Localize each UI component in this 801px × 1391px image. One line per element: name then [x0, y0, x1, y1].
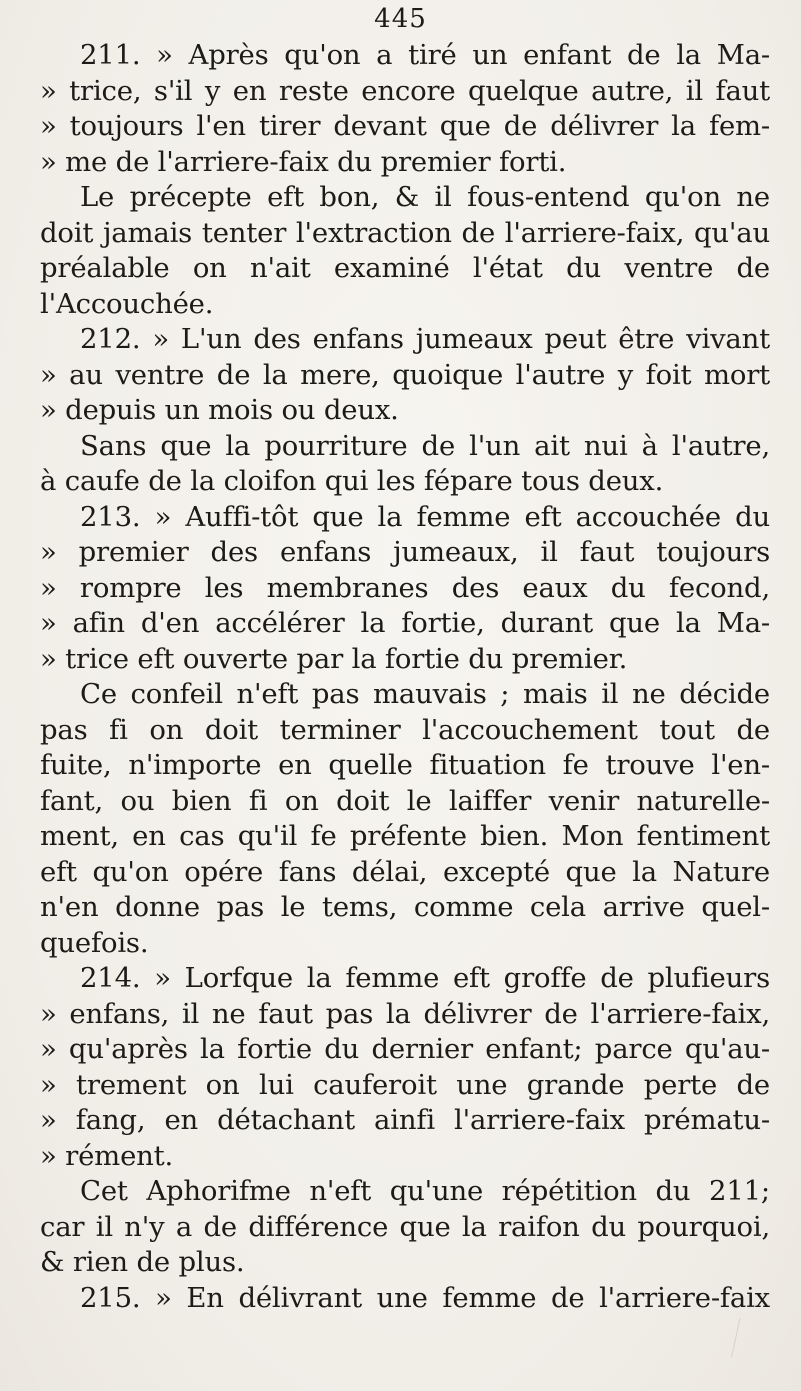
- text-line: » trice eft ouverte par la fortie du premier.: [40, 642, 628, 675]
- text-line: eft qu'on opére fans délai, excepté que la Nature: [40, 855, 770, 888]
- text-line: » premier des enfans jumeaux, il faut toujours: [40, 536, 770, 568]
- paper-mark: [731, 1318, 760, 1361]
- text-line: 215. » En délivrant une femme de l'arriere-faix: [80, 1281, 770, 1314]
- text-line: » me de l'arriere-faix du premier forti.: [40, 145, 567, 178]
- text-line: ment, en cas qu'il fe préfente bien. Mon fentiment: [40, 820, 770, 852]
- text-line: Cet Aphorifme n'eft qu'une répétition du 211;: [80, 1175, 770, 1207]
- text-line: quefois.: [40, 926, 149, 959]
- text-line: » toujours l'en tirer devant que de délivrer la fem-: [40, 110, 770, 142]
- text-line: » afin d'en accélérer la fortie, durant que la Ma-: [40, 607, 770, 639]
- text-line: à caufe de la cloifon qui les fépare tous deux.: [40, 465, 664, 497]
- text-line: » fang, en détachant ainfi l'arriere-faix prématu-: [40, 1104, 770, 1136]
- text-line: » trice, s'il y en reste encore quelque autre, il faut: [40, 74, 770, 107]
- text-line: 213. » Auffi-tôt que la femme eft accouchée du: [80, 500, 770, 533]
- text-line: » qu'après la fortie du dernier enfant; parce qu'au-: [40, 1033, 770, 1065]
- text-line: » au ventre de la mere, quoique l'autre y foit mort: [40, 358, 770, 391]
- text-line: fant, ou bien fi on doit le laiffer venir naturelle-: [40, 784, 770, 817]
- text-line: & rien de plus.: [40, 1246, 245, 1278]
- text-line: Ce confeil n'eft pas mauvais ; mais il ne décide: [80, 678, 770, 710]
- text-line: doit jamais tenter l'extraction de l'arriere-faix, qu'au: [40, 216, 770, 249]
- text-line: » rompre les membranes des eaux du fecond,: [40, 571, 770, 604]
- text-line: pas fi on doit terminer l'accouchement tout de: [40, 713, 770, 746]
- text-line: 214. » Lorfque la femme eft groffe de plufieurs: [80, 962, 770, 994]
- text-line: préalable on n'ait examiné l'état du ventre de: [40, 252, 770, 284]
- text-line: Sans que la pourriture de l'un ait nui à l'autre,: [80, 429, 770, 462]
- text-line: » enfans, il ne faut pas la délivrer de l'arriere-faix,: [40, 997, 770, 1030]
- text-line: 212. » L'un des enfans jumeaux peut être vivant: [80, 323, 770, 355]
- text-line: car il n'y a de différence que la raifon du pourquoi,: [40, 1210, 770, 1243]
- text-line: fuite, n'importe en quelle fituation fe trouve l'en-: [40, 749, 770, 781]
- body-text: [40, 38, 770, 1316]
- text-line: Le précepte eft bon, & il fous-entend qu'on ne: [80, 181, 770, 213]
- text-line: n'en donne pas le tems, comme cela arrive quel-: [40, 891, 770, 923]
- page-number: 445: [374, 4, 427, 34]
- text-line: » trement on lui cauferoit une grande perte de: [40, 1068, 770, 1101]
- text-line: 211. » Après qu'on a tiré un enfant de la Ma-: [80, 39, 770, 71]
- text-line: l'Accouchée.: [40, 287, 214, 320]
- text-line: » rément.: [40, 1139, 174, 1172]
- text-line: » depuis un mois ou deux.: [40, 394, 399, 426]
